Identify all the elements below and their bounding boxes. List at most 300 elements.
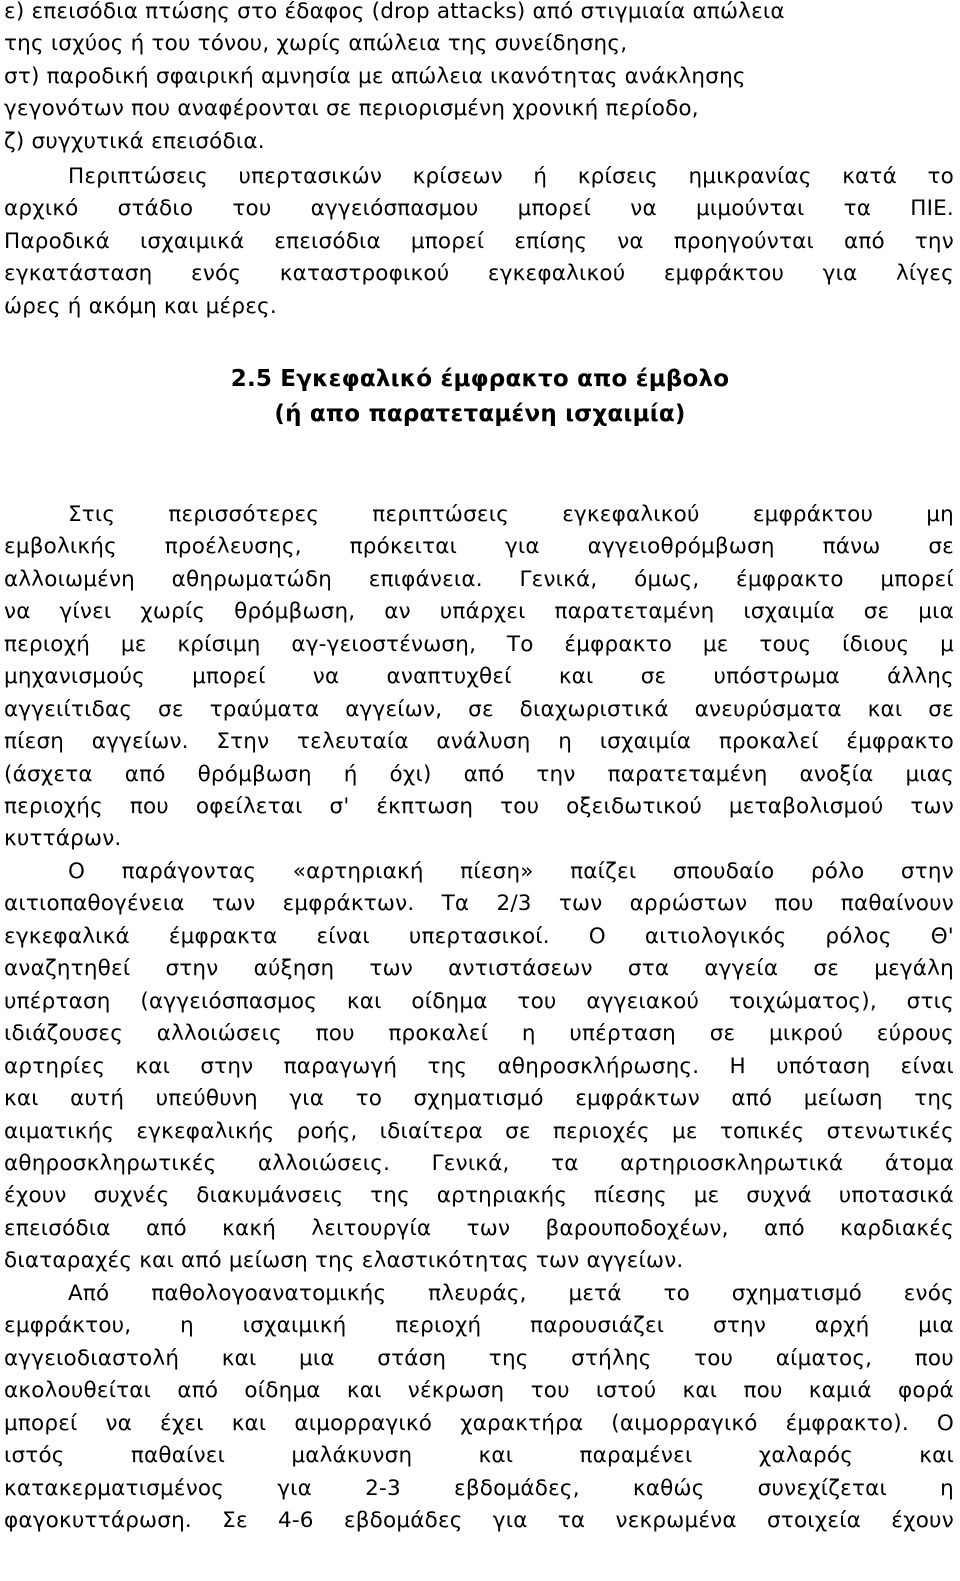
word: κατακερματισμένος — [4, 1475, 225, 1501]
text-line: κυττάρων. — [4, 826, 122, 852]
word: ενός — [903, 1281, 954, 1306]
word: από — [463, 761, 505, 787]
word: από — [124, 761, 166, 787]
word: οίδημα — [411, 988, 488, 1014]
paragraph-1 — [4, 161, 954, 323]
word: ΠΙΕ. — [910, 196, 954, 222]
word: μείωση — [803, 1086, 883, 1112]
word: (άσχετα — [4, 761, 93, 787]
word: νεκρωμένα — [615, 1508, 737, 1534]
word: αγγειόσπασμου — [310, 196, 479, 222]
word: καρδιακές — [840, 1215, 954, 1241]
paragraph-3 — [4, 856, 954, 1278]
word: το — [355, 1086, 383, 1112]
text-line — [4, 531, 954, 563]
word: που — [774, 891, 814, 917]
text-line: ώρες ή ακόμη και μέρες. — [4, 293, 277, 319]
word: παραμένει — [579, 1443, 693, 1469]
word: Παροδικά — [4, 228, 111, 254]
word: 4-6 — [277, 1508, 314, 1534]
word: πρόκειται — [349, 534, 458, 560]
word: από — [177, 1378, 219, 1404]
word: του — [517, 988, 557, 1014]
word: χαρακτήρα — [460, 1410, 584, 1436]
word: να — [617, 228, 644, 254]
text-line — [4, 629, 954, 661]
word: τοιχώματος), — [728, 988, 877, 1014]
word: καμιά — [808, 1378, 872, 1404]
word: για — [289, 1086, 325, 1112]
intro-line: ζ) συγχυτικά επεισόδια. — [4, 128, 265, 154]
word: αλλοιώσεις. — [257, 1150, 391, 1176]
word: τοπικές — [719, 1118, 805, 1144]
word: Γενικά, — [519, 566, 598, 592]
word: υποτασικά — [838, 1183, 954, 1209]
word: στήλης — [571, 1345, 652, 1371]
word: λειτουργία — [311, 1215, 432, 1241]
word: έμφρακτο — [564, 631, 673, 657]
word: χωρίς — [140, 599, 206, 625]
word: καθώς — [632, 1475, 705, 1501]
word: υπέρταση — [4, 988, 111, 1014]
word: παράγοντας — [121, 859, 257, 884]
word: σε — [505, 1118, 531, 1144]
word: αντιστάσεων — [448, 956, 593, 982]
word: αιτιολογικός — [644, 923, 787, 949]
word: σε — [928, 696, 954, 722]
word: και — [135, 1053, 171, 1079]
word: τους — [759, 631, 812, 657]
word: και — [867, 696, 903, 722]
word: κρίσεις — [577, 164, 658, 189]
word: αγγειοδιαστολή — [4, 1345, 180, 1371]
word: για — [277, 1475, 313, 1501]
word: της — [427, 1053, 468, 1079]
word: μιμούνται — [696, 196, 805, 222]
word: για — [822, 261, 858, 287]
text-line: διαταραχές και από μείωση της ελαστικότητας των αγγείων. — [4, 1248, 684, 1274]
word: στα — [627, 956, 670, 982]
word: την — [536, 761, 576, 787]
word: ή — [533, 164, 548, 189]
word: εβδομάδες — [343, 1508, 463, 1534]
word: αν — [384, 599, 411, 625]
word: αγ-γειοστένωση, — [291, 631, 477, 657]
word: υπερτασικοί. — [408, 923, 550, 949]
word: άλλης — [887, 664, 954, 690]
text-line — [4, 564, 954, 596]
text-line — [4, 921, 954, 953]
word: παθαίνει — [130, 1443, 226, 1469]
paragraph-4 — [4, 1278, 954, 1538]
word: αναζητηθεί — [4, 956, 131, 982]
word: παραγωγή — [283, 1053, 398, 1079]
text-line — [4, 258, 954, 290]
intro-line: ε) επεισόδια πτώσης στο έδαφος (drop attacks) από στιγμιαία απώλεια — [4, 0, 785, 24]
paragraph-2 — [4, 499, 954, 856]
word: αγγειοθρόμβωση — [587, 534, 775, 560]
word: από — [843, 228, 885, 254]
word: με — [693, 1183, 720, 1209]
word: ισχαιμική — [242, 1313, 347, 1339]
word: αγγεία — [704, 956, 779, 982]
word: Από — [68, 1281, 110, 1306]
word: θρόμβωση, — [234, 599, 356, 625]
word: αιμορραγικό — [294, 1410, 433, 1436]
word: οίδημα — [244, 1378, 321, 1404]
word: Γενικά, — [431, 1150, 510, 1176]
word: αρχή — [814, 1313, 870, 1339]
word: να — [4, 599, 31, 625]
word: από — [731, 1086, 773, 1112]
word: συχνά — [746, 1183, 812, 1209]
word: βαρουποδοχέων, — [545, 1215, 729, 1241]
text-line — [4, 1180, 954, 1212]
word: μπορεί — [192, 664, 266, 690]
word: τελευταία — [297, 729, 409, 755]
word: αίματος, — [775, 1345, 873, 1371]
word: με — [671, 1118, 698, 1144]
word: για — [492, 1508, 528, 1534]
word: μπορεί — [410, 228, 485, 254]
word: ιδιάζουσες — [4, 1021, 124, 1047]
text-line — [4, 986, 954, 1018]
word: έμφρακτο — [846, 729, 954, 755]
word: της — [488, 1345, 529, 1371]
word: χαλαρός — [758, 1443, 854, 1469]
word: των — [369, 956, 413, 982]
word: των — [466, 1215, 511, 1241]
word: παθαίνουν — [840, 891, 954, 917]
word: οξειδωτικού — [566, 793, 702, 819]
intro-list — [4, 0, 954, 158]
word: περιοχής — [4, 793, 103, 819]
word: έμφρακτα — [168, 923, 278, 949]
word: η — [558, 729, 573, 755]
word: έχουν — [4, 1183, 67, 1209]
word: σ' — [329, 793, 350, 819]
word: εγκεφαλικά — [4, 923, 130, 949]
word: παρατεταμένη — [554, 599, 715, 625]
text-line — [4, 161, 954, 193]
word: των — [910, 793, 954, 819]
word: σε — [863, 599, 890, 625]
word: όχι) — [389, 761, 432, 787]
word: εμφράκτου — [663, 261, 785, 287]
word: στάδιο — [117, 196, 194, 222]
word: σχηματισμό — [413, 1086, 544, 1112]
word: του — [500, 793, 540, 819]
word: εγκεφαλικού — [487, 261, 626, 287]
word: να — [105, 1410, 133, 1436]
text-line — [4, 1213, 954, 1245]
word: λίγες — [895, 261, 954, 287]
word: τραύματα — [209, 696, 320, 722]
word: Στις — [68, 502, 116, 527]
word: εμβολικής — [4, 534, 117, 560]
text-line — [4, 226, 954, 258]
text-line — [4, 1440, 954, 1472]
word: ενός — [191, 261, 242, 287]
word: να — [630, 196, 657, 222]
heading-line-1: 2.5 Εγκεφαλικό έμφρακτο απο έμβολο — [230, 366, 730, 392]
word: Ο — [68, 859, 86, 884]
word: πίεση» — [460, 859, 534, 884]
word: μετά — [568, 1281, 622, 1306]
text-line — [4, 1018, 954, 1050]
word: να — [312, 664, 340, 690]
word: στάση — [377, 1345, 447, 1371]
word: μπορεί — [4, 1410, 78, 1436]
word: εμφράκτων — [575, 1086, 700, 1112]
word: ρόλο — [810, 859, 865, 884]
word: και — [231, 1410, 267, 1436]
word: νέκρωση — [407, 1378, 505, 1404]
word: υπερτασικών — [238, 164, 383, 189]
text-line — [4, 1083, 954, 1115]
word: συχνές — [93, 1183, 170, 1209]
word: που — [914, 1345, 954, 1371]
word: εγκεφαλικής — [136, 1118, 275, 1144]
word: μια — [298, 1345, 335, 1371]
word: 2/3 — [496, 891, 532, 917]
word: εγκατάσταση — [4, 261, 153, 287]
word: μηχανισμούς — [4, 664, 145, 690]
word: παρατεταμένη — [607, 761, 768, 787]
word: και — [4, 1086, 39, 1112]
word: στην — [200, 1053, 254, 1079]
word: που — [743, 1378, 783, 1404]
word: σπουδαίο — [672, 859, 775, 884]
word: επίσης — [514, 228, 588, 254]
word: ιστού — [595, 1378, 657, 1404]
text-line — [4, 1505, 954, 1537]
text-line — [4, 1278, 954, 1310]
word: και — [346, 988, 382, 1014]
word: Ο — [588, 923, 606, 949]
word: εμφράκτων. — [282, 891, 415, 917]
text-line — [4, 193, 954, 225]
word: άτομα — [884, 1150, 954, 1176]
word: ανοξία — [799, 761, 874, 787]
word: Ο — [936, 1410, 954, 1436]
word: της — [914, 1086, 954, 1112]
word: επεισόδια — [274, 228, 381, 254]
word: αθηρωματώδη — [171, 566, 333, 592]
text-line — [4, 856, 954, 888]
word: του — [530, 1378, 570, 1404]
word: ιστός — [4, 1443, 65, 1469]
word: φαγοκυττάρωση. — [4, 1508, 192, 1534]
word: έμφρακτο). — [785, 1410, 909, 1436]
intro-line: γεγονότων που αναφέρονται σε περιορισμένη χρονική περίοδο, — [4, 96, 699, 122]
word: έκπτωση — [376, 793, 474, 819]
word: αρχικό — [4, 196, 79, 222]
word: αιματικής — [4, 1118, 115, 1144]
word: στενωτικές — [826, 1118, 954, 1144]
word: σχηματισμό — [731, 1281, 862, 1306]
word: αγγειίτιδας — [4, 696, 133, 722]
word: φορά — [897, 1378, 954, 1404]
word: αγγειακού — [586, 988, 700, 1014]
word: έχει — [160, 1410, 204, 1436]
word: περισσότερες — [168, 502, 320, 527]
word: καταστροφικού — [279, 261, 450, 287]
word: αγγείων, — [345, 696, 443, 722]
word: τα — [557, 1508, 586, 1534]
word: του — [694, 1345, 734, 1371]
word: τα — [843, 196, 872, 222]
word: ιδιαίτερα — [379, 1118, 483, 1144]
word: (αιμορραγικό — [611, 1410, 758, 1436]
word: συνεχίζεται — [757, 1475, 887, 1501]
word: και — [346, 1378, 382, 1404]
word: μαλάκυνση — [291, 1443, 413, 1469]
text-line — [4, 661, 954, 693]
word: στην — [165, 956, 219, 982]
word: ισχαιμία — [599, 729, 692, 755]
word: ισχαιμία — [743, 599, 835, 625]
word: αλλοιώσεις — [156, 1021, 282, 1047]
word: εβδομάδες, — [454, 1475, 580, 1501]
word: Θ' — [930, 923, 954, 949]
word: οφείλεται — [195, 793, 303, 819]
word: είναι — [316, 923, 370, 949]
word: από — [763, 1215, 805, 1241]
word: πίεση — [4, 729, 65, 755]
word: σε — [928, 534, 954, 560]
word: διακυμάνσεις — [196, 1183, 344, 1209]
word: μ — [940, 631, 954, 657]
word: περιοχή — [395, 1313, 482, 1339]
word: αρτηρίες — [4, 1053, 106, 1079]
word: η — [521, 1021, 536, 1047]
word: επιφάνεια. — [368, 566, 483, 592]
word: το — [927, 164, 954, 189]
text-line — [4, 953, 954, 985]
word: από — [145, 1215, 187, 1241]
text-line — [4, 1310, 954, 1342]
word: πλευράς, — [428, 1281, 527, 1306]
word: Η — [729, 1053, 746, 1079]
word: έμφρακτο — [736, 566, 844, 592]
word: «αρτηριακή — [292, 859, 424, 884]
word: αθηροσκληρωτικές — [4, 1150, 217, 1176]
word: εμφράκτου — [752, 502, 874, 527]
word: μη — [926, 502, 954, 527]
word: Σε — [222, 1508, 248, 1534]
word: της — [370, 1183, 410, 1209]
text-line — [4, 694, 954, 726]
word: στην — [900, 859, 954, 884]
word: υπόταση — [776, 1053, 871, 1079]
word: Περιπτώσεις — [68, 164, 208, 189]
word: επεισόδια — [4, 1215, 111, 1241]
word: ροής, — [296, 1118, 358, 1144]
word: το — [663, 1281, 690, 1306]
word: που — [315, 1021, 355, 1047]
word: υπόστρωμα — [713, 664, 840, 690]
word: (αγγειόσπασμος — [140, 988, 318, 1014]
word: σε — [813, 956, 840, 982]
text-line — [4, 1375, 954, 1407]
word: αναπτυχθεί — [386, 664, 512, 690]
word: υπεύθυνη — [155, 1086, 258, 1112]
text-line — [4, 1116, 954, 1148]
word: ρόλος — [825, 923, 892, 949]
word: μεγάλη — [874, 956, 954, 982]
text-line — [4, 1473, 954, 1505]
word: προηγούνται — [673, 228, 815, 254]
text-line — [4, 888, 954, 920]
text-line — [4, 726, 954, 758]
word: γίνει — [59, 599, 112, 625]
text-line — [4, 1051, 954, 1083]
word: περιπτώσεις — [372, 502, 510, 527]
word: με — [120, 631, 147, 657]
word: είναι — [900, 1053, 954, 1079]
word: αυτή — [70, 1086, 125, 1112]
word: παθολογοανατομικής — [151, 1281, 387, 1306]
word: ημικρανίας — [688, 164, 812, 189]
word: σε — [640, 664, 667, 690]
word: κατά — [842, 164, 897, 189]
word: αρτηριοσκληρωτικά — [620, 1150, 844, 1176]
word: των — [211, 891, 256, 917]
word: διαχωριστικά — [519, 696, 669, 722]
text-line — [4, 791, 954, 823]
word: ισχαιμικά — [139, 228, 245, 254]
word: του — [232, 196, 272, 222]
word: Στην — [216, 729, 270, 755]
word: αιτιοπαθογένεια — [4, 891, 185, 917]
word: την — [914, 228, 954, 254]
word: μπορεί — [880, 566, 954, 592]
word: πάνω — [822, 534, 881, 560]
word: αρτηριακής — [436, 1183, 568, 1209]
word: παρουσιάζει — [530, 1313, 665, 1339]
word: Τα — [441, 891, 470, 917]
heading-line-2: (ή απο παρατεταμένη ισχαιμία) — [274, 401, 686, 427]
word: και — [221, 1345, 257, 1371]
word: αρρώστων — [629, 891, 748, 917]
word: μιας — [905, 761, 954, 787]
word: στοιχεία — [766, 1508, 862, 1534]
word: μια — [918, 1313, 954, 1339]
word: και — [478, 1443, 514, 1469]
word: αύξηση — [253, 956, 335, 982]
word: έχουν — [891, 1508, 954, 1534]
word: παίζει — [570, 859, 637, 884]
word: ίδιους — [842, 631, 910, 657]
word: αθηροσκλήρωσης. — [497, 1053, 700, 1079]
word: ή — [343, 761, 358, 787]
word: Το — [506, 631, 534, 657]
word: ακολουθείται — [4, 1378, 152, 1404]
word: κακή — [222, 1215, 277, 1241]
word: σε — [468, 696, 494, 722]
intro-line: στ) παροδική σφαιρική αμνησία με απώλεια ικανότητας ανάκλησης — [4, 63, 746, 89]
word: σε — [709, 1021, 736, 1047]
word: προκαλεί — [388, 1021, 489, 1047]
word: κρίσιμη — [177, 631, 261, 657]
text-line — [4, 596, 954, 628]
word: εμφράκτου, — [4, 1313, 132, 1339]
word: και — [919, 1443, 954, 1469]
word: στην — [713, 1313, 767, 1339]
word: μικρού — [769, 1021, 844, 1047]
text-line — [4, 1408, 954, 1440]
